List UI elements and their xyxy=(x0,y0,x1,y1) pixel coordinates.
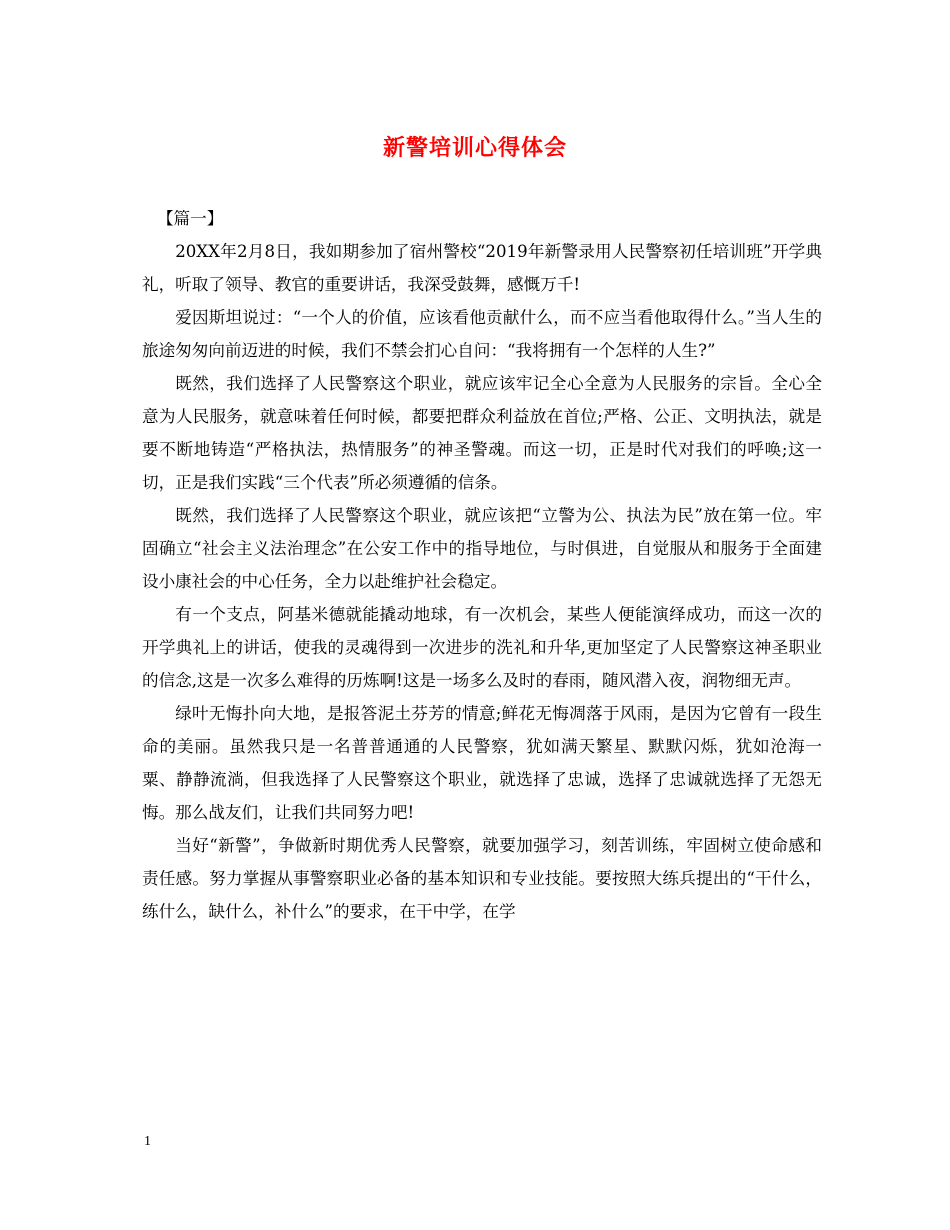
page-number: 1 xyxy=(144,1134,151,1149)
paragraph: 有一个支点，阿基米德就能撬动地球，有一次机会，某些人便能演绎成功，而这一次的开学典礼上的讲话，使我的灵魂得到一次进步的洗礼和升华,更加坚定了人民警察这神圣职业的信念,这是一次多么难得的历炼啊!这是一场多么及时的春雨，随风潜入夜，润物细无声。 xyxy=(142,605,822,690)
paragraph: 既然，我们选择了人民警察这个职业，就应该把“立警为公、执法为民”放在第一位。牢固确立“社会主义法治理念”在公安工作中的指导地位，与时俱进，自觉服从和服务于全面建设小康社会的中心任务，全力以赴维护社会稳定。 xyxy=(142,506,822,591)
paragraph: 爱因斯坦说过：“一个人的价值，应该看他贡献什么，而不应当看他取得什么。”当人生的旅途匆匆向前迈进的时候，我们不禁会扪心自问：“我将拥有一个怎样的人生?” xyxy=(142,308,822,360)
paragraph: 当好“新警”，争做新时期优秀人民警察，就要加强学习，刻苦训练，牢固树立使命感和责任感。努力掌握从事警察职业必备的基本知识和专业技能。要按照大练兵提出的“干什么，练什么，缺什么，补什么”的要求，在干中学，在学 xyxy=(142,836,822,921)
paragraph: 绿叶无悔扑向大地，是报答泥土芬芳的情意;鲜花无悔凋落于风雨，是因为它曾有一段生命的美丽。虽然我只是一名普普通通的人民警察，犹如满天繁星、默默闪烁，犹如沧海一粟、静静流淌，但我选择了人民警察这个职业，就选择了忠诚，选择了忠诚就选择了无怨无悔。那么战友们，让我们共同努力吧! xyxy=(142,704,822,822)
document-title: 新警培训心得体会 xyxy=(382,135,567,161)
paragraph: 20XX年2月8日，我如期参加了宿州警校“2019年新警录用人民警察初任培训班”开学典礼，听取了领导、教官的重要讲话，我深受鼓舞，感慨万千! xyxy=(142,242,822,294)
section-label: 【篇一】 xyxy=(156,209,224,228)
paragraph: 既然，我们选择了人民警察这个职业，就应该牢记全心全意为人民服务的宗旨。全心全意为人民服务，就意味着任何时候，都要把群众利益放在首位;严格、公正、文明执法，就是要不断地铸造“严格执法，热情服务”的神圣警魂。而这一切，正是时代对我们的呼唤;这一切，正是我们实践“三个代表”所必须遵循的信条。 xyxy=(142,374,822,492)
document-body xyxy=(142,202,822,928)
